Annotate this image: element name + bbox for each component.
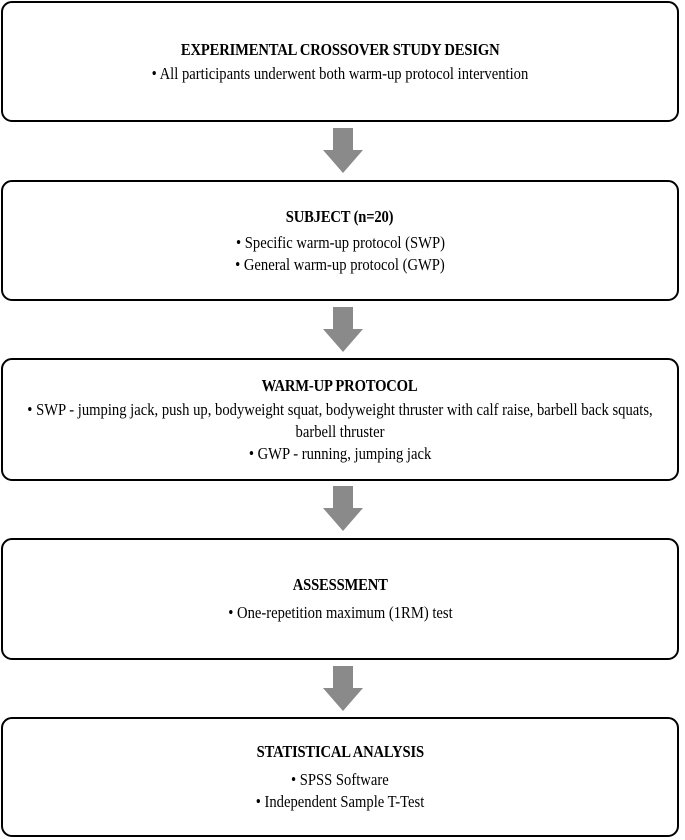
down-arrow-icon [322, 486, 364, 532]
down-arrow-icon [322, 666, 364, 712]
down-arrow-icon [322, 128, 364, 174]
step-title: STATISTICAL ANALYSIS [256, 742, 424, 761]
step-bullet: • General warm-up protocol (GWP) [235, 254, 445, 274]
step-bullet: • SPSS Software [291, 770, 389, 789]
step-title: SUBJECT (n=20) [286, 206, 394, 226]
step-assessment-box [1, 538, 679, 660]
step-bullet: • Specific warm-up protocol (SWP) [235, 232, 445, 252]
step-bullet: • Independent Sample T-Test [255, 792, 425, 811]
step-title: EXPERIMENTAL CROSSOVER STUDY DESIGN [180, 39, 500, 59]
step-bullet: • GWP - running, jumping jack [248, 443, 432, 463]
step-statistical-analysis-box [1, 717, 679, 837]
step-warmup-protocol-box [1, 358, 679, 481]
step-title: ASSESSMENT [292, 575, 388, 594]
step-title: WARM-UP PROTOCOL [262, 375, 418, 395]
step-bullet: • All participants underwent both warm-up protocol intervention [151, 63, 529, 83]
step-subject-box [1, 180, 679, 301]
step-bullet: • SWP - jumping jack, push up, bodyweight squat, bodyweight thruster with calf raise, barbell back squats, barbell thruster [27, 399, 653, 441]
down-arrow-icon [322, 307, 364, 353]
step-bullet: • One-repetition maximum (1RM) test [227, 603, 453, 622]
step-study-design-box [1, 1, 679, 122]
